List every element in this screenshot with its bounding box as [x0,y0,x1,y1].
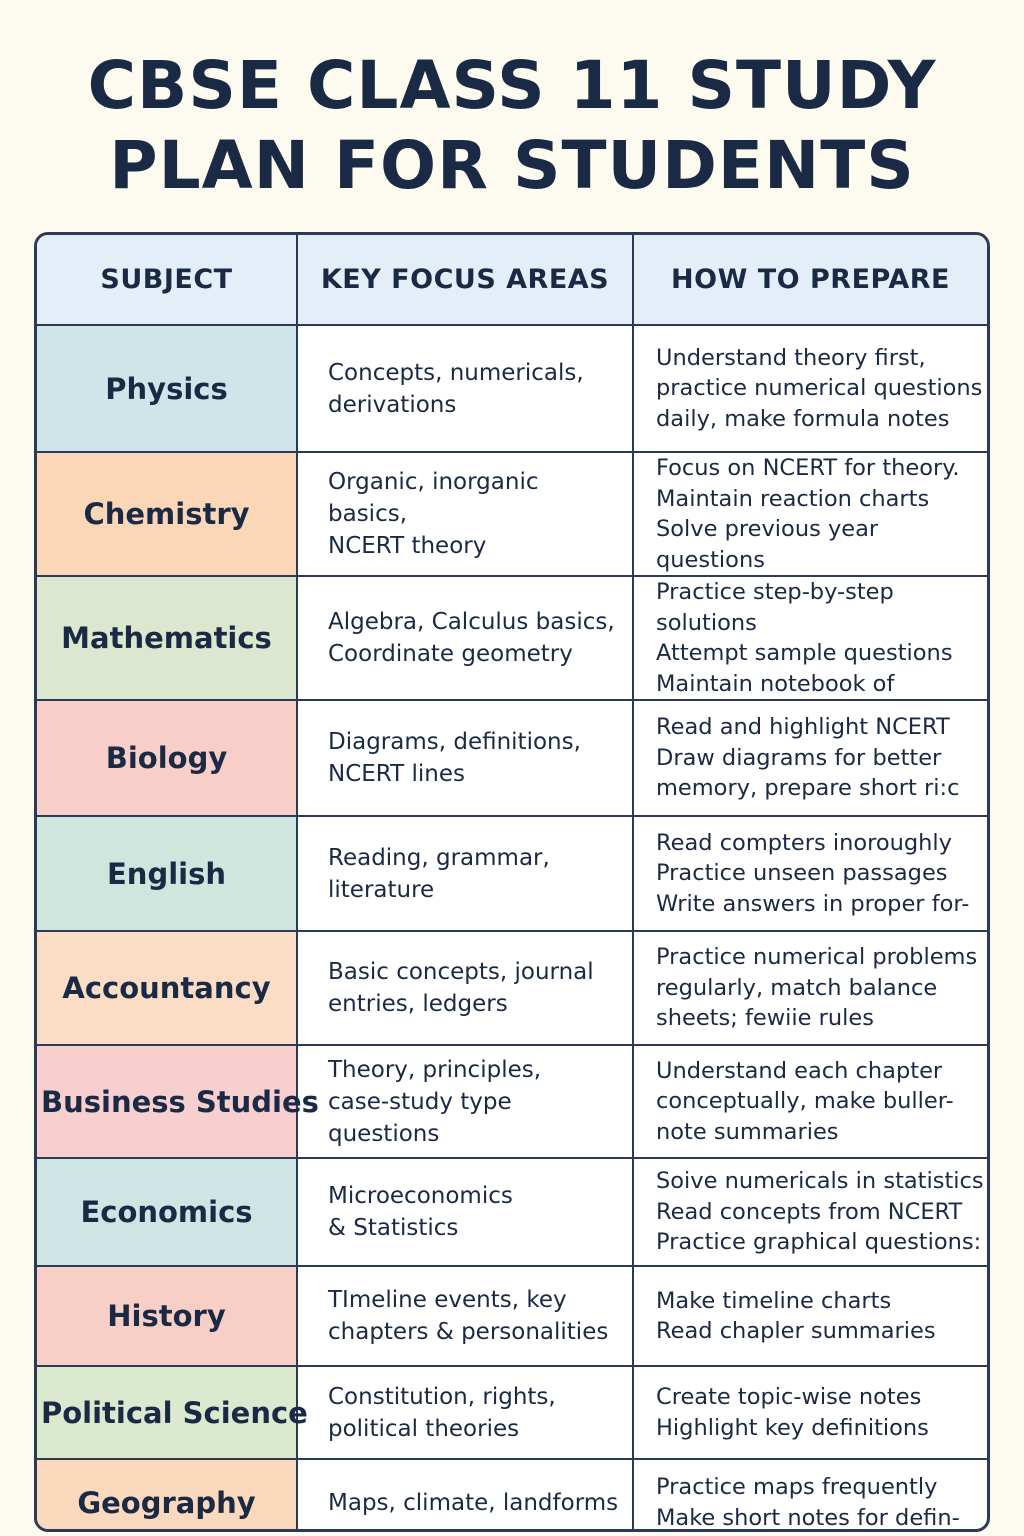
subject-cell: English [37,816,297,931]
header-row [37,235,987,325]
study-plan-grid [37,235,987,1532]
table-row [37,1266,987,1366]
subject-cell: History [37,1266,297,1366]
focus-cell: Organic, inorganic basics, NCERT theory [297,452,633,576]
table-row [37,700,987,816]
focus-cell: Diagrams, definitions, NCERT lines [297,700,633,816]
prepare-cell: Soive numericals in statistics Read concepts from NCERT Practice graphical questions: [633,1158,987,1266]
focus-cell: Theory, principles, case-study type questions [297,1045,633,1158]
focus-cell: Constitution, rights, political theories [297,1366,633,1459]
subject-cell: Business Studies [37,1045,297,1158]
subject-cell: Economics [37,1158,297,1266]
header-subject: SUBJECT [37,235,297,325]
subject-cell: Biology [37,700,297,816]
header-key-focus-areas: KEY FOCUS AREAS [297,235,633,325]
study-plan-table [34,232,990,1532]
header-how-to-prepare: HOW TO PREPARE [633,235,987,325]
focus-cell: TImeline events, key chapters & personalities [297,1266,633,1366]
focus-cell: Basic concepts, journal entries, ledgers [297,931,633,1045]
prepare-cell: Create topic-wise notes Highlight key definitions [633,1366,987,1459]
focus-cell: Algebra, Calculus basics, Coordinate geometry [297,576,633,700]
focus-cell: Microeconomics & Statistics [297,1158,633,1266]
table-row [37,816,987,931]
subject-cell: Mathematics [37,576,297,700]
prepare-cell: Understand theory first, practice numerical questions daily, make formula notes [633,325,987,452]
subject-cell: Physics [37,325,297,452]
table-row [37,1045,987,1158]
prepare-cell: Practice step-by-step solutions Attempt sample questions Maintain notebook of [633,576,987,700]
title-line-2: PLAN FOR STUDENTS [109,127,915,204]
subject-cell: Chemistry [37,452,297,576]
prepare-cell: Make timeline charts Read chapler summaries [633,1266,987,1366]
table-row [37,1459,987,1532]
table-row [37,931,987,1045]
subject-cell: Geography [37,1459,297,1532]
table-row [37,1366,987,1459]
focus-cell: Concepts, numericals, derivations [297,325,633,452]
page-title [0,46,1024,206]
prepare-cell: Practice maps frequently Make short notes for defin- [633,1459,987,1532]
table-row [37,1158,987,1266]
table-row [37,452,987,576]
prepare-cell: Understand each chapter conceptually, make buller- note summaries [633,1045,987,1158]
focus-cell: Reading, grammar, literature [297,816,633,931]
prepare-cell: Focus on NCERT for theory. Maintain reaction charts Solve previous year questions [633,452,987,576]
table-row [37,325,987,452]
title-line-1: CBSE CLASS 11 STUDY [87,47,937,124]
focus-cell: Maps, climate, landforms [297,1459,633,1532]
prepare-cell: Practice numerical problems regularly, match balance sheets; fewiie rules [633,931,987,1045]
prepare-cell: Read compters inoroughly Practice unseen passages Write answers in proper for- [633,816,987,931]
table-row [37,576,987,700]
subject-cell: Political Science [37,1366,297,1459]
subject-cell: Accountancy [37,931,297,1045]
prepare-cell: Read and highlight NCERT Draw diagrams for better memory, prepare short ri:c [633,700,987,816]
